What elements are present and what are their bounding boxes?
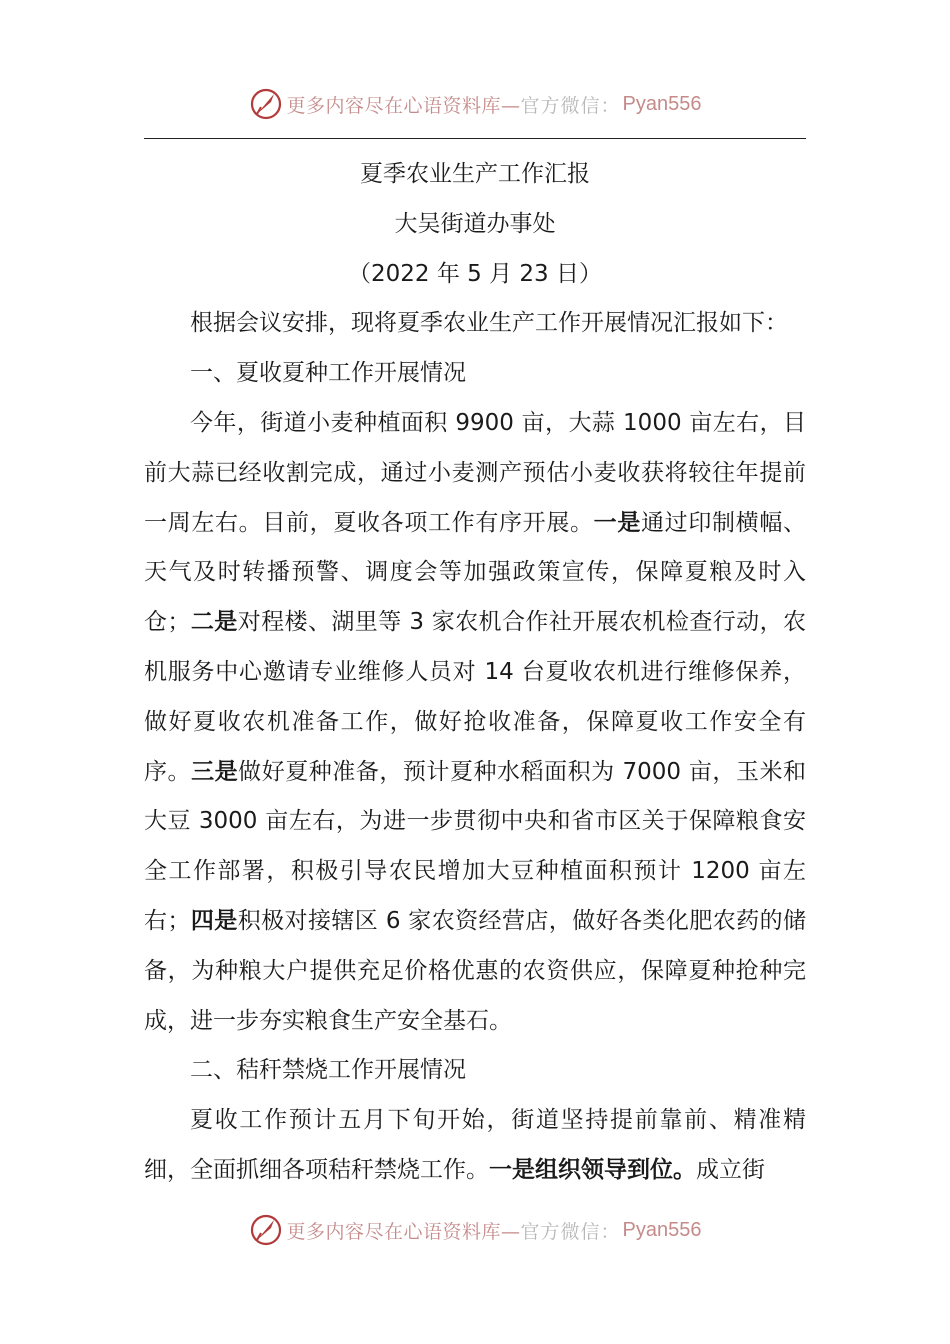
section1-paragraph bbox=[144, 399, 806, 1046]
watermark-wechat-id: Pyan556 bbox=[622, 1218, 702, 1241]
point-2-text: 对程楼、湖里等 3 家农机合作社开展农机检查行动，农机服务中心邀请专业维修人员对 14 台夏收农机进行维修保养，做好夏收农机准备工作，做好抢收准备，保障夏收工作安全有序。 bbox=[144, 609, 807, 785]
point-4-text: 积极对接辖区 6 家农资经营店，做好各类化肥农药的储备，为种粮大户提供充足价格优惠的农资供应，保障夏种抢种完成，进一步夯实粮食生产安全基石。 bbox=[144, 907, 807, 1034]
watermark-text: 更多内容尽在心语资料库— bbox=[286, 94, 521, 117]
watermark-banner-top bbox=[0, 84, 950, 124]
header-rule bbox=[144, 138, 806, 139]
section2-heading: 二、秸秆禁烧工作开展情况 bbox=[190, 1057, 466, 1084]
quill-logo-icon bbox=[249, 1213, 283, 1247]
document-body bbox=[144, 150, 806, 1196]
doc-org: 大吴街道办事处 bbox=[394, 210, 556, 237]
point-1-text: 通过印制横幅、天气及时转播预警、调度会等加强政策宣传，保障夏粮及时入仓； bbox=[144, 509, 807, 636]
watermark-text: 更多内容尽在心语资料库— bbox=[286, 1220, 521, 1243]
watermark-wechat-id: Pyan556 bbox=[622, 92, 702, 115]
section2-point-1-text: 成立街 bbox=[696, 1156, 765, 1183]
point-2-label: 二是 bbox=[190, 609, 238, 636]
doc-intro: 根据会议安排，现将夏季农业生产工作开展情况汇报如下： bbox=[190, 310, 788, 337]
section2-point-1-label: 一是组织领导到位。 bbox=[489, 1156, 696, 1183]
section2-paragraph bbox=[144, 1096, 806, 1196]
watermark-wechat-label: 官方微信： bbox=[520, 94, 621, 117]
point-4-label: 四是 bbox=[190, 907, 238, 934]
quill-logo-icon bbox=[249, 87, 283, 121]
section1-heading: 一、夏收夏种工作开展情况 bbox=[190, 360, 466, 387]
watermark-wechat-label: 官方微信： bbox=[520, 1220, 621, 1243]
section2-text: 夏收工作预计五月下旬开始，街道坚持提前靠前、精准精细，全面抓细各项秸秆禁烧工作。 bbox=[144, 1107, 806, 1183]
point-1-label: 一是 bbox=[593, 509, 642, 536]
section1-text: 今年，街道小麦种植面积 9900 亩，大蒜 1000 亩左右，目前大蒜已经收割完成，通过小麦测产预估小麦收获将较往年提前一周左右。目前，夏收各项工作有序开展。 bbox=[144, 409, 806, 536]
doc-date: （2022 年 5 月 23 日） bbox=[348, 260, 602, 287]
doc-title: 夏季农业生产工作汇报 bbox=[360, 161, 590, 187]
point-3-text: 做好夏种准备，预计夏种水稻面积为 7000 亩，玉米和大豆 3000 亩左右，为进一步贯彻中央和省市区关于保障粮食安全工作部署，积极引导农民增加大豆种植面积预计 1200 亩左右； bbox=[144, 758, 807, 934]
watermark-banner-bottom bbox=[0, 1210, 950, 1250]
point-3-label: 三是 bbox=[191, 758, 239, 785]
